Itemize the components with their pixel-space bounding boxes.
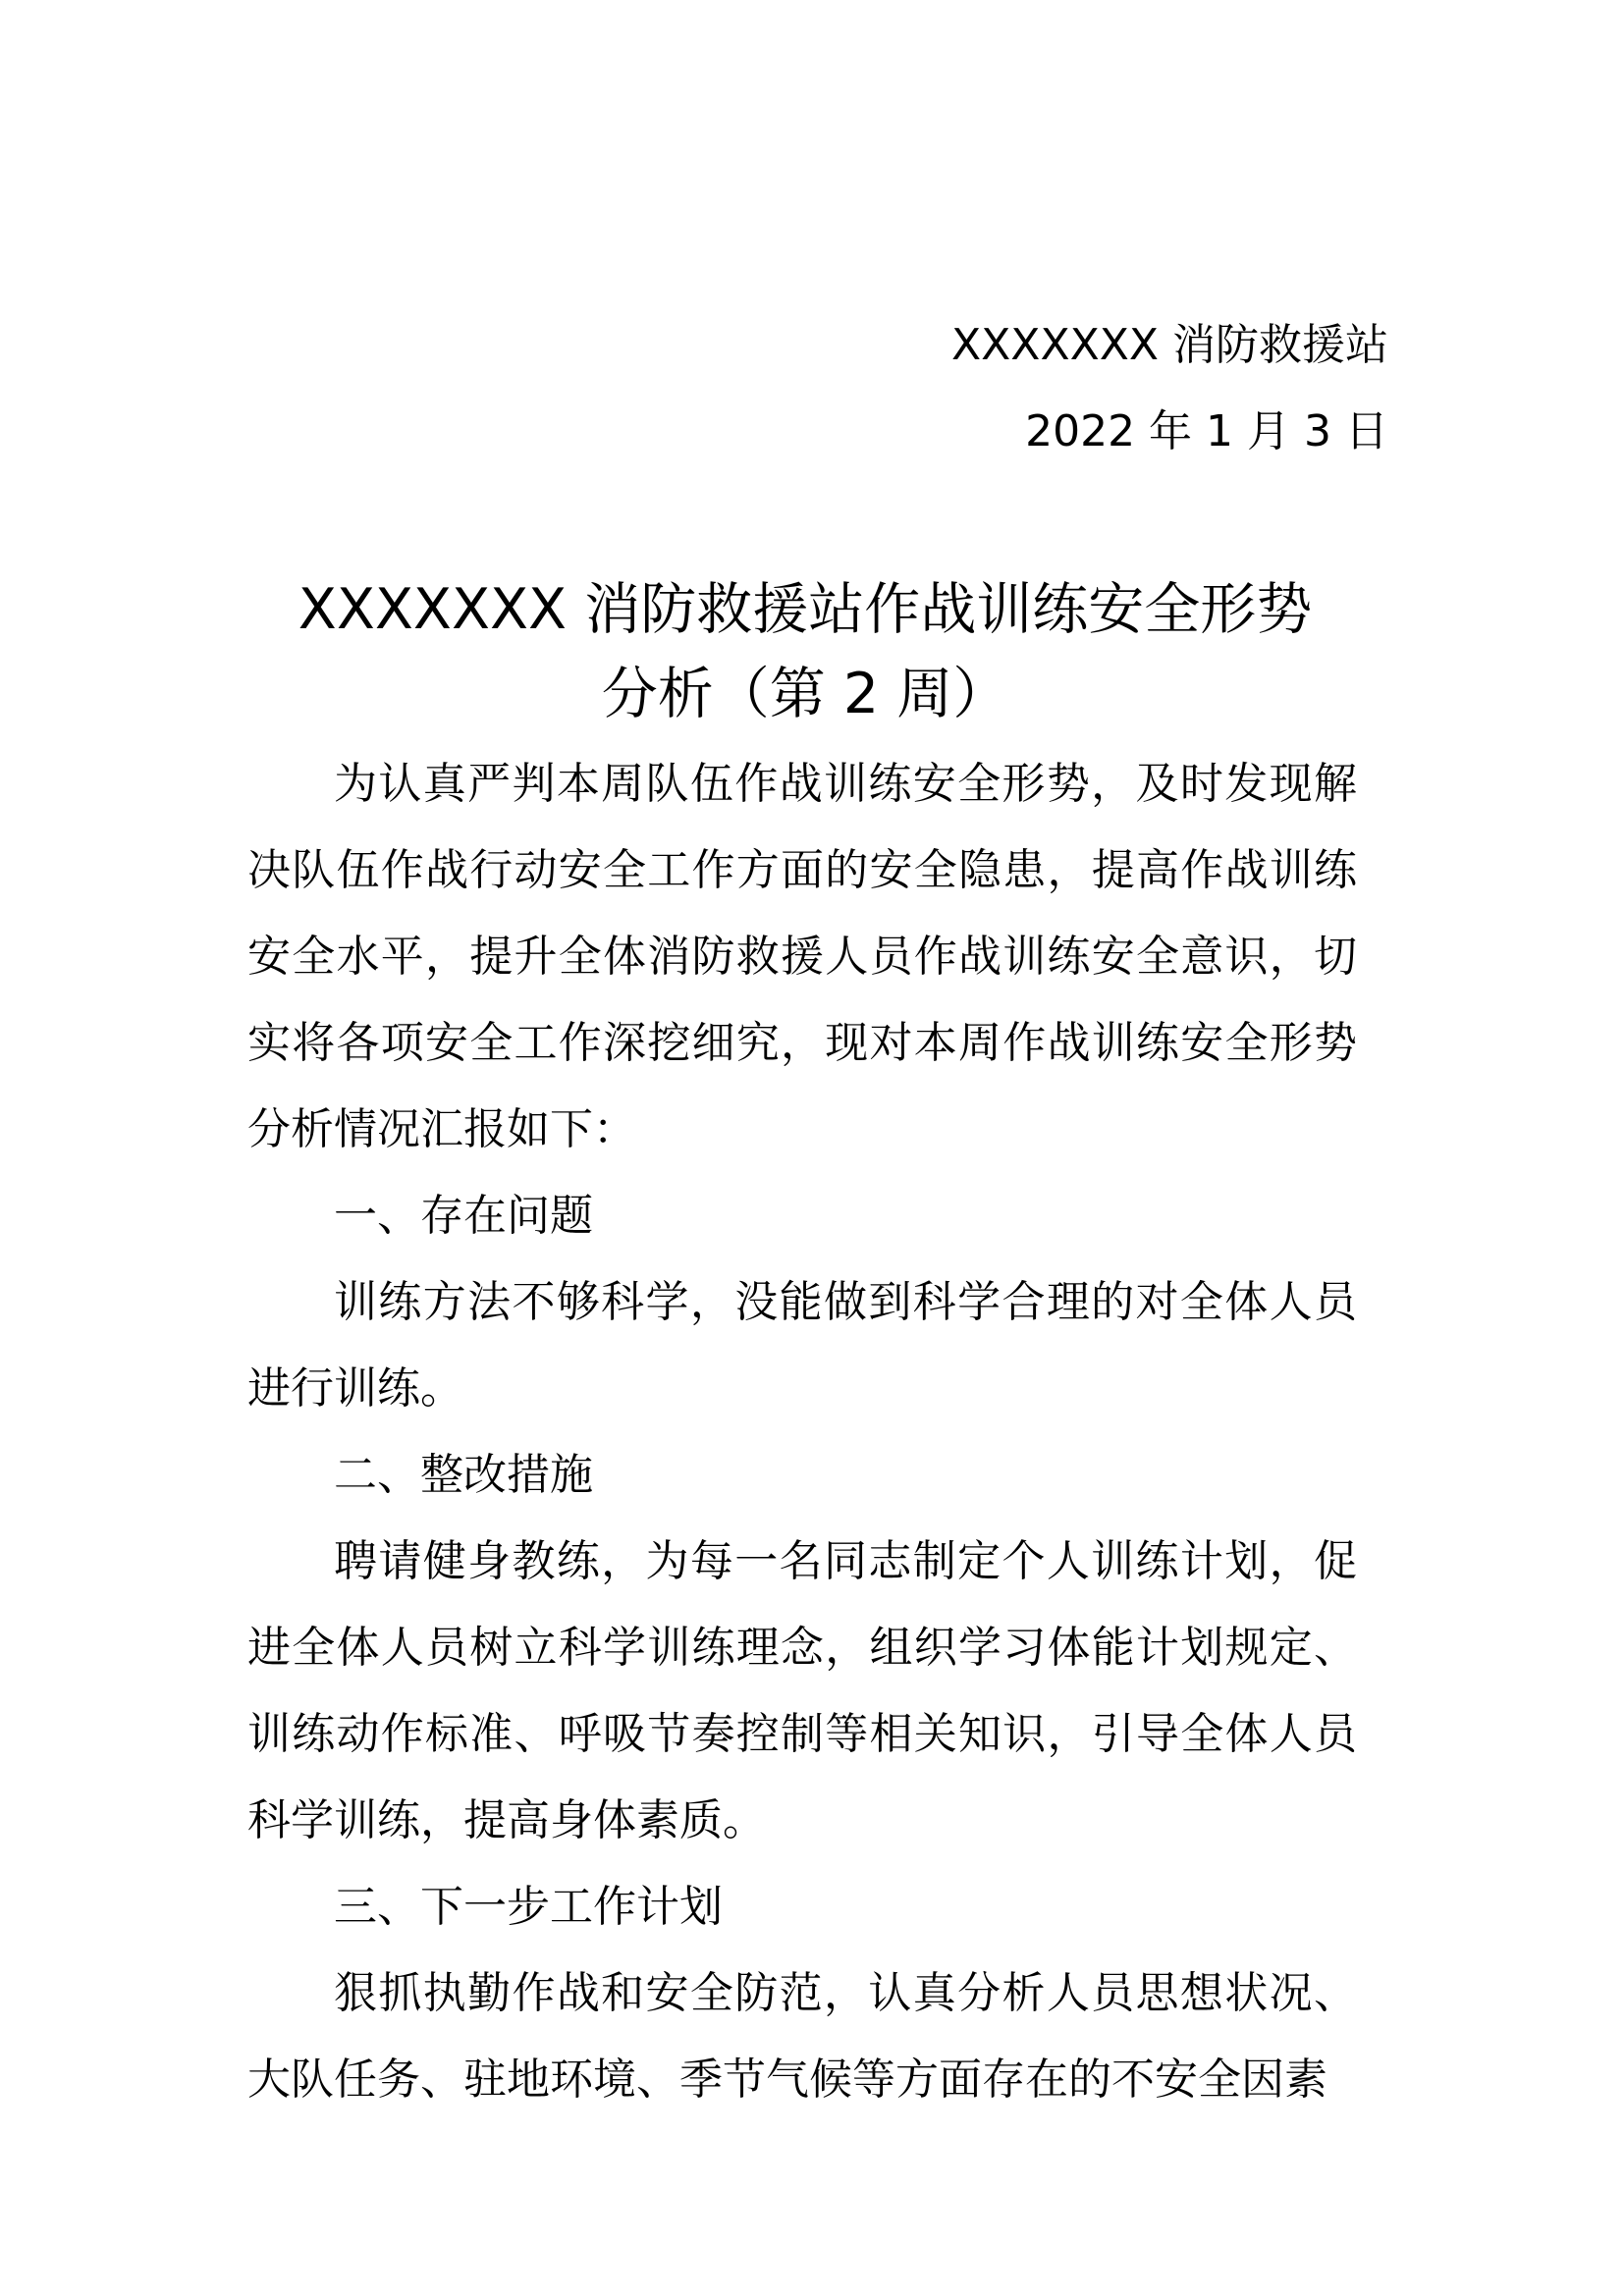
section-heading-measures: 二、整改措施 bbox=[334, 1450, 593, 1500]
section-heading-problems: 一、存在问题 bbox=[334, 1191, 593, 1241]
document-body bbox=[247, 741, 1357, 2123]
intro-paragraph: 为认真严判本周队伍作战训练安全形势，及时发现解决队伍作战行动安全工作方面的安全隐患，提高作战训练安全水平，提升全体消防救援人员作战训练安全意识，切实将各项安全工作深挖细究，现对本周作战训练安全形势分析情况汇报如下： bbox=[247, 759, 1357, 1154]
section-text-problems: 训练方法不够科学，没能做到科学合理的对全体人员进行训练。 bbox=[247, 1277, 1357, 1414]
document-title-line-2: 分析（第 2 周） bbox=[601, 662, 1009, 726]
document-title-line-1: XXXXXXX 消防救援站作战训练安全形势 bbox=[298, 577, 1313, 642]
document-title bbox=[196, 567, 1414, 736]
section-heading-next-plan: 三、下一步工作计划 bbox=[334, 1882, 723, 1932]
header-date: 2022 年 1 月 3 日 bbox=[1025, 406, 1388, 456]
header-organization: XXXXXXX 消防救援站 bbox=[951, 320, 1388, 370]
section-text-measures: 聘请健身教练，为每一名同志制定个人训练计划，促进全体人员树立科学训练理念，组织学习体能计划规定、训练动作标准、呼吸节奏控制等相关知识，引导全体人员科学训练，提高身体素质。 bbox=[247, 1536, 1357, 1845]
section-text-next-plan: 狠抓执勤作战和安全防范，认真分析人员思想状况、大队任务、驻地环境、季节气候等方面存在的不安全因素 bbox=[247, 1968, 1357, 2105]
